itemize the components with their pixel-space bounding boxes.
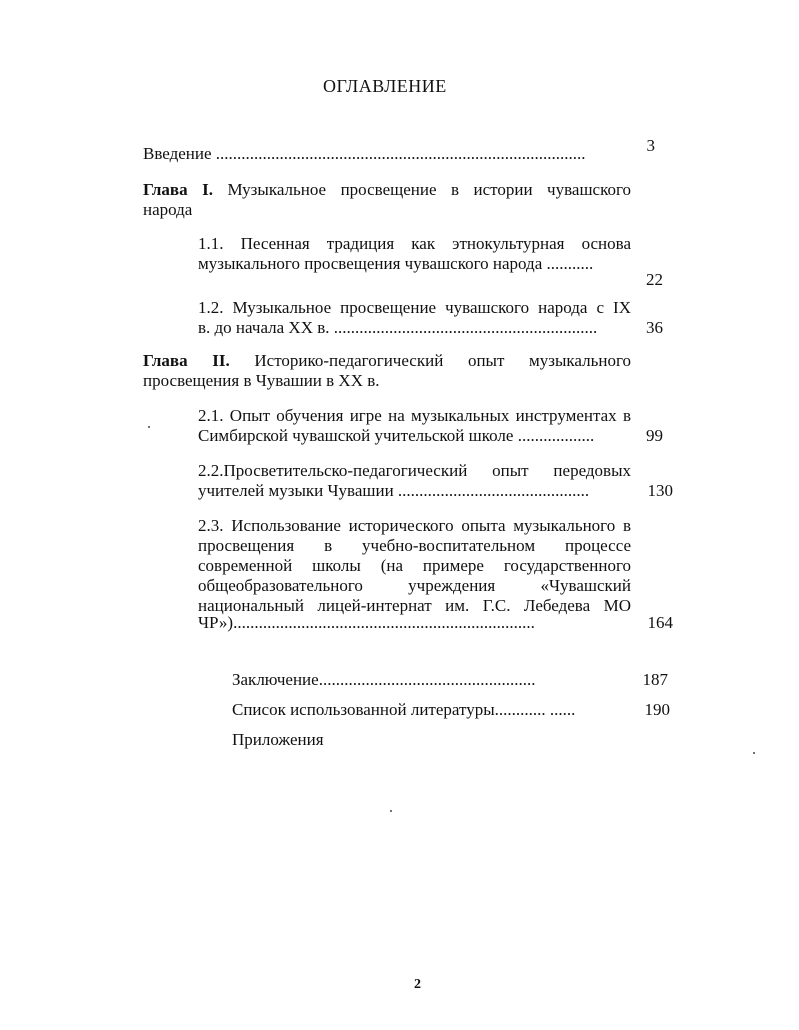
toc-appendix[interactable]: Приложения bbox=[232, 730, 324, 749]
toc-section-2-3-line1[interactable]: 2.3. Использование исторического опыта музыкального в bbox=[198, 516, 631, 535]
toc-section-1-2-line1[interactable]: 1.2. Музыкальное просвещение чувашского народа с IX bbox=[198, 298, 631, 317]
toc-references[interactable]: Список использованной литературы............ ...... bbox=[232, 700, 576, 719]
toc-section-2-3-line2[interactable]: просвещения в учебно-воспитательном процессе bbox=[198, 536, 631, 555]
toc-section-1-1-line2[interactable]: музыкального просвещения чувашского народа ........... bbox=[198, 254, 594, 273]
chapter-label: Глава II. bbox=[143, 351, 230, 370]
toc-chapter-1[interactable] bbox=[143, 180, 631, 200]
toc-page-number: 3 bbox=[646, 136, 655, 155]
toc-conclusion[interactable]: Заключение................................................... bbox=[232, 670, 536, 689]
toc-page-number: 164 bbox=[647, 613, 673, 632]
toc-label: Введение bbox=[143, 144, 212, 163]
toc-section-2-3-line5[interactable]: национальный лицей-интернат им. Г.С. Лебедева МО bbox=[198, 596, 631, 615]
chapter-title-line: народа bbox=[143, 200, 193, 219]
toc-chapter-2[interactable] bbox=[143, 351, 631, 371]
page-title: ОГЛАВЛЕНИЕ bbox=[323, 76, 447, 96]
toc-page-number: 187 bbox=[642, 670, 668, 689]
toc-section-2-1-line2[interactable]: Симбирской чувашской учительской школе .................. bbox=[198, 426, 595, 445]
toc-page-number: 99 bbox=[646, 426, 663, 445]
page-number: 2 bbox=[414, 977, 421, 992]
scan-speck bbox=[148, 426, 150, 428]
toc-page-number: 190 bbox=[644, 700, 670, 719]
scan-speck bbox=[753, 752, 755, 754]
toc-page-number: 36 bbox=[646, 318, 663, 337]
toc-section-2-3-line3[interactable]: современной школы (на примере государственного bbox=[198, 556, 631, 575]
chapter-label: Глава I. bbox=[143, 180, 213, 199]
toc-section-2-3-line6[interactable]: ЧР»)....................................................................... bbox=[198, 613, 535, 632]
toc-section-2-1-line1[interactable]: 2.1. Опыт обучения игре на музыкальных инструментах в bbox=[198, 406, 631, 425]
toc-entry-intro[interactable] bbox=[143, 144, 586, 164]
toc-page-number: 22 bbox=[646, 270, 663, 289]
chapter-title-line: Музыкальное просвещение в истории чувашского bbox=[227, 180, 632, 199]
chapter-title-line: Историко-педагогический опыт музыкального bbox=[254, 351, 631, 370]
toc-page-number: 130 bbox=[647, 481, 673, 500]
toc-section-2-3-line4[interactable]: общеобразовательного учреждения «Чувашский bbox=[198, 576, 631, 595]
toc-section-1-1-line1[interactable]: 1.1. Песенная традиция как этнокультурная основа bbox=[198, 234, 631, 253]
toc-section-2-2-line1[interactable]: 2.2.Просветительско-педагогический опыт передовых bbox=[198, 461, 631, 480]
scan-speck bbox=[390, 810, 392, 812]
chapter-title-line: просвещения в Чувашии в XX в. bbox=[143, 371, 380, 390]
toc-section-2-2-line2[interactable]: учителей музыки Чувашии ............................................. bbox=[198, 481, 590, 500]
toc-dots: ....................................................................................... bbox=[215, 144, 586, 163]
toc-section-1-2-line2[interactable]: в. до начала XX в. .............................................................. bbox=[198, 318, 598, 337]
